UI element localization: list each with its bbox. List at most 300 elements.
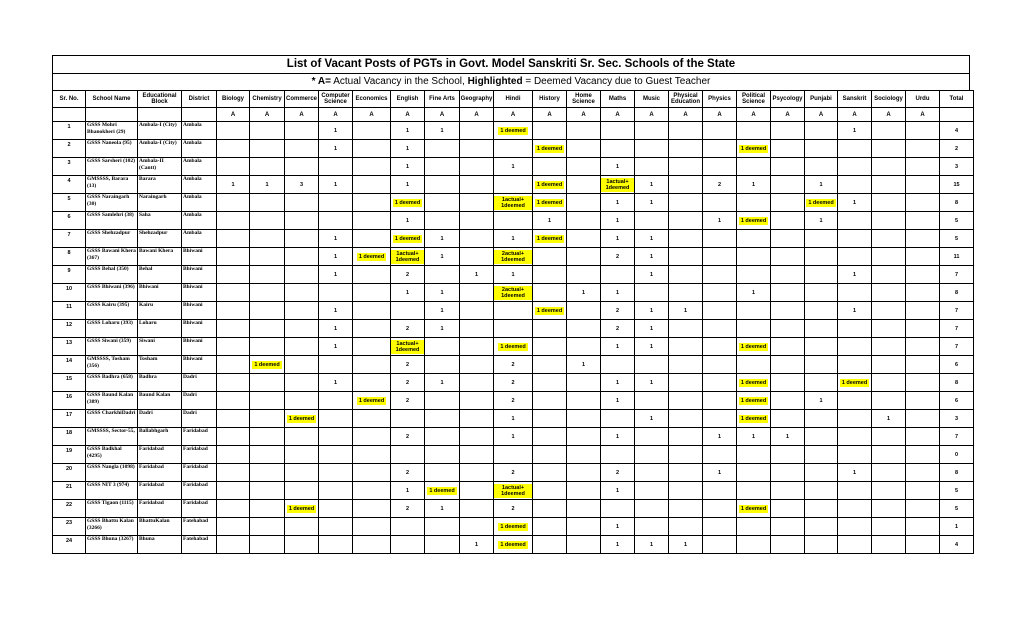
- serial-number: 23: [53, 518, 86, 536]
- vacancy-cell-history: [533, 356, 567, 374]
- vacancy-cell-psycology: [771, 392, 805, 410]
- deemed-vacancy-badge: 1actual+ 1deemed: [391, 250, 424, 264]
- serial-number: 24: [53, 536, 86, 554]
- vacancy-cell-home-science: [567, 338, 601, 356]
- vacancy-cell-english: 2: [391, 464, 425, 482]
- table-row: [53, 266, 974, 284]
- vacancy-cell-physical-education: [669, 212, 703, 230]
- educational-block: Shehzadpur: [138, 230, 182, 248]
- table-row: [53, 410, 974, 428]
- deemed-vacancy-badge: 1 deemed: [254, 361, 280, 368]
- vacancy-cell-political-science: [737, 320, 771, 338]
- vacancy-cell-biology: [217, 248, 250, 266]
- educational-block: Ambala-II (Cantt): [138, 158, 182, 176]
- actual-marker-physical-education: A: [669, 108, 703, 122]
- table-row: [53, 194, 974, 212]
- vacancy-cell-fine-arts: [425, 536, 460, 554]
- vacancy-cell-sanskrit: [838, 482, 872, 500]
- vacancy-cell-psycology: [771, 158, 805, 176]
- vacancy-cell-home-science: [567, 248, 601, 266]
- vacancy-cell-biology: [217, 410, 250, 428]
- deemed-vacancy-badge: 1 deemed: [536, 307, 563, 314]
- vacancy-cell-hindi: [494, 212, 533, 230]
- actual-marker-fine-arts: A: [425, 108, 460, 122]
- empty-cell: [86, 108, 138, 122]
- row-total: 8: [940, 464, 974, 482]
- vacancy-cell-sanskrit: [838, 518, 872, 536]
- vacancy-cell-political-science: [737, 500, 771, 518]
- vacancy-cell-computer-science: [319, 518, 353, 536]
- page-title: List of Vacant Posts of PGTs in Govt. Model Sanskriti Sr. Sec. Schools of the State: [52, 55, 970, 73]
- vacancy-cell-psycology: [771, 374, 805, 392]
- vacancy-cell-maths: 1: [601, 482, 635, 500]
- serial-number: 17: [53, 410, 86, 428]
- school-name: GSSS Samlehri (38): [86, 212, 138, 230]
- vacancy-cell-commerce: [285, 374, 319, 392]
- row-total: 8: [940, 194, 974, 212]
- vacancy-cell-sociology: [872, 176, 906, 194]
- vacancy-cell-fine-arts: [425, 266, 460, 284]
- row-total: 8: [940, 284, 974, 302]
- vacancy-cell-psycology: [771, 410, 805, 428]
- vacancy-cell-chemistry: 1: [250, 176, 285, 194]
- educational-block: Kairu: [138, 302, 182, 320]
- vacancy-cell-computer-science: 1: [319, 230, 353, 248]
- vacancy-cell-biology: [217, 212, 250, 230]
- vacancy-cell-music: [635, 464, 669, 482]
- vacancy-cell-maths: [601, 446, 635, 464]
- vacancy-cell-urdu: [906, 320, 940, 338]
- vacancy-cell-geography: [460, 464, 494, 482]
- vacancy-cell-english: 2: [391, 356, 425, 374]
- vacancy-cell-home-science: 1: [567, 356, 601, 374]
- vacancy-cell-commerce: [285, 392, 319, 410]
- vacancy-cell-sanskrit: [838, 284, 872, 302]
- table-row: [53, 230, 974, 248]
- vacancy-cell-fine-arts: 1: [425, 374, 460, 392]
- vacancy-cell-sociology: [872, 428, 906, 446]
- vacancy-cell-maths: [601, 410, 635, 428]
- vacancy-cell-music: [635, 500, 669, 518]
- vacancy-cell-fine-arts: [425, 140, 460, 158]
- table-row: [53, 374, 974, 392]
- deemed-vacancy-badge: 1 deemed: [536, 181, 563, 188]
- vacancy-cell-physical-education: [669, 356, 703, 374]
- vacancy-cell-economics: [353, 464, 391, 482]
- vacancy-cell-commerce: [285, 482, 319, 500]
- vacancy-cell-biology: [217, 284, 250, 302]
- vacancy-cell-political-science: [737, 374, 771, 392]
- school-name: GSSS Nangla (1098): [86, 464, 138, 482]
- vacancy-cell-computer-science: 1: [319, 374, 353, 392]
- vacancy-cell-urdu: [906, 500, 940, 518]
- serial-number: 10: [53, 284, 86, 302]
- column-header-total: Total: [940, 91, 974, 108]
- vacancy-cell-history: [533, 482, 567, 500]
- vacancy-cell-home-science: [567, 374, 601, 392]
- vacancy-cell-english: [391, 230, 425, 248]
- vacancy-cell-sanskrit: 1: [838, 464, 872, 482]
- vacancy-cell-fine-arts: 1: [425, 302, 460, 320]
- deemed-vacancy-badge: 1 deemed: [394, 235, 421, 242]
- vacancy-cell-psycology: [771, 284, 805, 302]
- column-header-sr-no: Sr. No.: [53, 91, 86, 108]
- vacancy-cell-english: 2: [391, 374, 425, 392]
- educational-block: Ambala-I (City): [138, 122, 182, 140]
- vacancy-cell-physics: [703, 338, 737, 356]
- vacancy-cell-computer-science: [319, 482, 353, 500]
- vacancy-cell-urdu: [906, 248, 940, 266]
- vacancy-cell-music: 1: [635, 320, 669, 338]
- vacancy-cell-sanskrit: [838, 140, 872, 158]
- vacancy-cell-biology: [217, 374, 250, 392]
- vacancy-cell-political-science: [737, 482, 771, 500]
- vacancy-cell-hindi: [494, 446, 533, 464]
- deemed-vacancy-badge: 1actual+ 1deemed: [494, 196, 532, 210]
- educational-block: Dadri: [138, 410, 182, 428]
- vacancy-cell-computer-science: 1: [319, 122, 353, 140]
- actual-marker-music: A: [635, 108, 669, 122]
- vacancy-cell-physics: [703, 536, 737, 554]
- vacancy-cell-sanskrit: 1: [838, 122, 872, 140]
- vacancy-cell-history: [533, 194, 567, 212]
- vacancy-cell-urdu: [906, 266, 940, 284]
- district: Ambala: [182, 122, 217, 140]
- table-row: [53, 536, 974, 554]
- vacancy-cell-punjabi: 1: [805, 176, 838, 194]
- vacancy-cell-music: [635, 428, 669, 446]
- deemed-vacancy-badge: 2actual+ 1deemed: [494, 286, 532, 300]
- deemed-vacancy-badge: 1 deemed: [429, 487, 455, 494]
- serial-number: 12: [53, 320, 86, 338]
- vacancy-cell-political-science: [737, 212, 771, 230]
- vacancy-cell-geography: [460, 194, 494, 212]
- vacancy-cell-psycology: [771, 536, 805, 554]
- row-total: 7: [940, 320, 974, 338]
- vacancy-cell-hindi: 2: [494, 356, 533, 374]
- vacancy-cell-computer-science: [319, 410, 353, 428]
- vacancy-cell-hindi: 1: [494, 230, 533, 248]
- vacancy-cell-home-science: [567, 176, 601, 194]
- deemed-vacancy-badge: 1 deemed: [536, 145, 563, 152]
- vacancy-cell-commerce: [285, 194, 319, 212]
- vacancy-cell-physical-education: [669, 392, 703, 410]
- vacancy-cell-punjabi: [805, 140, 838, 158]
- vacancy-cell-physical-education: [669, 320, 703, 338]
- vacancy-cell-biology: [217, 194, 250, 212]
- vacancy-cell-geography: [460, 302, 494, 320]
- vacancy-cell-home-science: [567, 410, 601, 428]
- vacancy-cell-history: [533, 140, 567, 158]
- actual-marker-physics: A: [703, 108, 737, 122]
- column-header-school-name: School Name: [86, 91, 138, 108]
- column-header-physical-education: Physical Education: [669, 91, 703, 108]
- vacancy-cell-chemistry: [250, 338, 285, 356]
- row-total: 15: [940, 176, 974, 194]
- table-row: [53, 356, 974, 374]
- actual-marker-psycology: A: [771, 108, 805, 122]
- educational-block: Bhiwani: [138, 284, 182, 302]
- vacancy-cell-commerce: [285, 122, 319, 140]
- vacancy-cell-hindi: 1: [494, 428, 533, 446]
- row-total: 5: [940, 500, 974, 518]
- row-total: 8: [940, 374, 974, 392]
- vacancy-cell-biology: [217, 338, 250, 356]
- row-total: 6: [940, 356, 974, 374]
- vacancy-cell-english: 1: [391, 284, 425, 302]
- vacancy-cell-sociology: [872, 230, 906, 248]
- educational-block: Loharu: [138, 320, 182, 338]
- vacancy-cell-physical-education: [669, 194, 703, 212]
- vacancy-cell-economics: [353, 338, 391, 356]
- vacancy-cell-biology: [217, 266, 250, 284]
- vacancy-cell-chemistry: [250, 482, 285, 500]
- vacancy-cell-english: 1: [391, 176, 425, 194]
- vacancy-cell-chemistry: [250, 428, 285, 446]
- vacancy-cell-fine-arts: 1: [425, 500, 460, 518]
- table-row: [53, 140, 974, 158]
- vacancy-cell-physical-education: [669, 284, 703, 302]
- school-name: GSSS Kairu (395): [86, 302, 138, 320]
- vacancy-table: [52, 90, 974, 554]
- vacancy-cell-psycology: [771, 302, 805, 320]
- vacancy-cell-geography: 1: [460, 536, 494, 554]
- vacancy-cell-history: [533, 266, 567, 284]
- vacancy-cell-fine-arts: 1: [425, 284, 460, 302]
- vacancy-cell-geography: [460, 500, 494, 518]
- vacancy-cell-physics: 1: [703, 212, 737, 230]
- vacancy-cell-economics: [353, 302, 391, 320]
- table-row: [53, 482, 974, 500]
- column-header-chemistry: Chemistry: [250, 91, 285, 108]
- school-name: GMSSSS, Tosham (356): [86, 356, 138, 374]
- vacancy-cell-chemistry: [250, 356, 285, 374]
- column-header-computer-science: Computer Science: [319, 91, 353, 108]
- column-header-urdu: Urdu: [906, 91, 940, 108]
- vacancy-cell-commerce: [285, 518, 319, 536]
- vacancy-cell-commerce: [285, 356, 319, 374]
- vacancy-cell-hindi: [494, 536, 533, 554]
- vacancy-cell-psycology: [771, 176, 805, 194]
- table-row: [53, 176, 974, 194]
- vacancy-cell-biology: [217, 536, 250, 554]
- district: Bhiwani: [182, 320, 217, 338]
- deemed-vacancy-badge: 1 deemed: [394, 199, 421, 206]
- vacancy-cell-punjabi: [805, 158, 838, 176]
- serial-number: 18: [53, 428, 86, 446]
- vacancy-cell-music: 1: [635, 410, 669, 428]
- vacancy-cell-urdu: [906, 176, 940, 194]
- vacancy-cell-geography: [460, 356, 494, 374]
- vacancy-cell-biology: [217, 482, 250, 500]
- column-header-history: History: [533, 91, 567, 108]
- vacancy-cell-geography: [460, 320, 494, 338]
- table-row: [53, 320, 974, 338]
- vacancy-cell-punjabi: [805, 374, 838, 392]
- vacancy-cell-english: 2: [391, 320, 425, 338]
- vacancy-cell-geography: [460, 248, 494, 266]
- table-row: [53, 428, 974, 446]
- vacancy-cell-maths: [601, 266, 635, 284]
- school-name: GSSS Shehzadpur: [86, 230, 138, 248]
- vacancy-cell-geography: [460, 392, 494, 410]
- serial-number: 11: [53, 302, 86, 320]
- vacancy-cell-physical-education: [669, 230, 703, 248]
- vacancy-cell-maths: 1: [601, 428, 635, 446]
- educational-block: Barara: [138, 176, 182, 194]
- vacancy-cell-geography: [460, 212, 494, 230]
- serial-number: 14: [53, 356, 86, 374]
- vacancy-cell-political-science: [737, 266, 771, 284]
- vacancy-cell-economics: [353, 356, 391, 374]
- vacancy-cell-music: [635, 482, 669, 500]
- vacancy-cell-economics: [353, 428, 391, 446]
- vacancy-cell-home-science: [567, 482, 601, 500]
- row-total: 4: [940, 536, 974, 554]
- vacancy-cell-economics: [353, 122, 391, 140]
- vacancy-cell-sociology: [872, 338, 906, 356]
- district: Faridabad: [182, 428, 217, 446]
- educational-block: Faridabad: [138, 446, 182, 464]
- vacancy-cell-hindi: 2: [494, 500, 533, 518]
- deemed-vacancy-badge: 1 deemed: [500, 523, 526, 530]
- serial-number: 5: [53, 194, 86, 212]
- vacancy-cell-psycology: [771, 122, 805, 140]
- column-header-psycology: Psycology: [771, 91, 805, 108]
- serial-number: 19: [53, 446, 86, 464]
- table-row: [53, 518, 974, 536]
- serial-number: 8: [53, 248, 86, 266]
- vacancy-cell-hindi: [494, 482, 533, 500]
- actual-marker-home-science: A: [567, 108, 601, 122]
- school-name: GSSS Bhiwani (396): [86, 284, 138, 302]
- vacancy-cell-fine-arts: [425, 194, 460, 212]
- vacancy-cell-maths: [601, 140, 635, 158]
- vacancy-cell-biology: [217, 302, 250, 320]
- row-total: 0: [940, 446, 974, 464]
- vacancy-cell-physics: [703, 392, 737, 410]
- actual-marker-sociology: A: [872, 108, 906, 122]
- vacancy-cell-hindi: [494, 320, 533, 338]
- vacancy-cell-english: [391, 302, 425, 320]
- vacancy-cell-physical-education: [669, 176, 703, 194]
- vacancy-cell-hindi: [494, 518, 533, 536]
- school-name: GSSS Mohri Bhanokheri (29): [86, 122, 138, 140]
- vacancy-cell-punjabi: [805, 518, 838, 536]
- vacancy-cell-commerce: [285, 248, 319, 266]
- vacancy-cell-economics: [353, 536, 391, 554]
- vacancy-cell-english: 2: [391, 392, 425, 410]
- vacancy-cell-computer-science: [319, 284, 353, 302]
- vacancy-cell-commerce: [285, 500, 319, 518]
- vacancy-cell-computer-science: [319, 446, 353, 464]
- district: Ambala: [182, 194, 217, 212]
- vacancy-cell-economics: [353, 500, 391, 518]
- vacancy-cell-sanskrit: [838, 320, 872, 338]
- deemed-vacancy-badge: 1 deemed: [500, 541, 526, 548]
- district: Bhiwani: [182, 266, 217, 284]
- vacancy-cell-sociology: 1: [872, 410, 906, 428]
- vacancy-cell-music: 1: [635, 338, 669, 356]
- vacancy-cell-computer-science: 1: [319, 266, 353, 284]
- vacancy-cell-punjabi: [805, 446, 838, 464]
- vacancy-cell-hindi: [494, 140, 533, 158]
- vacancy-cell-psycology: [771, 356, 805, 374]
- vacancy-cell-music: [635, 212, 669, 230]
- deemed-vacancy-badge: 1actual+ 1deemed: [391, 340, 424, 354]
- vacancy-cell-computer-science: [319, 500, 353, 518]
- table-row: [53, 122, 974, 140]
- deemed-vacancy-badge: 1 deemed: [808, 199, 834, 206]
- vacancy-cell-economics: [353, 320, 391, 338]
- vacancy-cell-physics: [703, 140, 737, 158]
- actual-marker-history: A: [533, 108, 567, 122]
- vacancy-cell-chemistry: [250, 158, 285, 176]
- vacancy-cell-computer-science: [319, 464, 353, 482]
- vacancy-cell-maths: 1: [601, 230, 635, 248]
- table-row: [53, 446, 974, 464]
- vacancy-cell-geography: [460, 122, 494, 140]
- vacancy-cell-home-science: [567, 320, 601, 338]
- vacancy-cell-punjabi: [805, 464, 838, 482]
- district: Dadri: [182, 410, 217, 428]
- vacancy-cell-political-science: [737, 446, 771, 464]
- vacancy-cell-political-science: 1: [737, 428, 771, 446]
- district: Faridabad: [182, 446, 217, 464]
- vacancy-cell-political-science: [737, 410, 771, 428]
- vacancy-cell-physics: [703, 410, 737, 428]
- vacancy-cell-sociology: [872, 374, 906, 392]
- vacancy-cell-physical-education: [669, 338, 703, 356]
- vacancy-cell-english: 2: [391, 428, 425, 446]
- district: Ambala: [182, 212, 217, 230]
- vacancy-cell-chemistry: [250, 248, 285, 266]
- vacancy-cell-punjabi: 1: [805, 392, 838, 410]
- vacancy-cell-computer-science: [319, 356, 353, 374]
- school-name: GSSS Badkhal (4295): [86, 446, 138, 464]
- vacancy-cell-urdu: [906, 302, 940, 320]
- vacancy-cell-geography: [460, 518, 494, 536]
- deemed-vacancy-badge: 1actual+ 1deemed: [494, 484, 532, 498]
- vacancy-cell-sociology: [872, 446, 906, 464]
- vacancy-cell-history: [533, 176, 567, 194]
- educational-block: Siwani: [138, 338, 182, 356]
- row-total: 7: [940, 266, 974, 284]
- vacancy-cell-physics: [703, 446, 737, 464]
- vacancy-cell-physics: [703, 284, 737, 302]
- table-body: [53, 122, 974, 554]
- vacancy-cell-psycology: [771, 500, 805, 518]
- actual-marker-geography: A: [460, 108, 494, 122]
- vacancy-cell-history: [533, 500, 567, 518]
- vacancy-cell-maths: 1: [601, 212, 635, 230]
- column-header-biology: Biology: [217, 91, 250, 108]
- column-header-physics: Physics: [703, 91, 737, 108]
- school-name: GSSS CharkhiDadri: [86, 410, 138, 428]
- vacancy-cell-sociology: [872, 140, 906, 158]
- vacancy-cell-geography: 1: [460, 266, 494, 284]
- vacancy-cell-sociology: [872, 194, 906, 212]
- column-header-sanskrit: Sanskrit: [838, 91, 872, 108]
- vacancy-cell-computer-science: 1: [319, 176, 353, 194]
- vacancy-cell-computer-science: [319, 536, 353, 554]
- vacancy-cell-home-science: [567, 266, 601, 284]
- district: Bhiwani: [182, 356, 217, 374]
- deemed-vacancy-badge: 1 deemed: [500, 343, 526, 350]
- educational-block: Faridabad: [138, 482, 182, 500]
- vacancy-cell-punjabi: [805, 284, 838, 302]
- deemed-vacancy-badge: 1 deemed: [740, 415, 767, 422]
